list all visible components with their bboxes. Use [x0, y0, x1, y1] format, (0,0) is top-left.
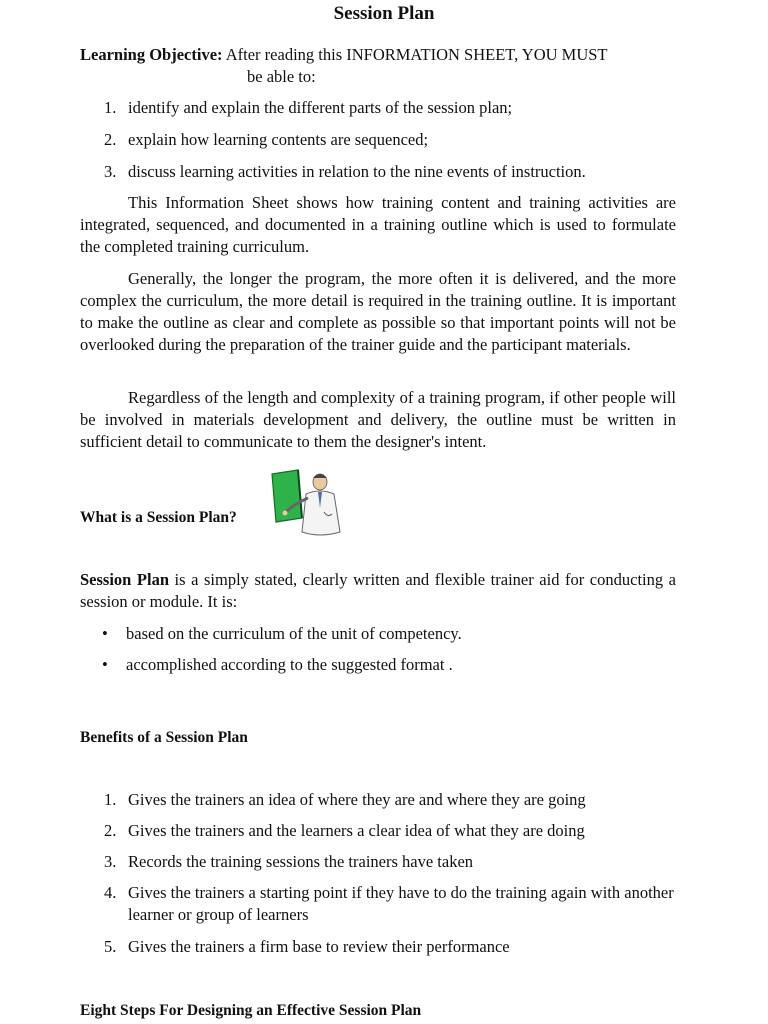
paragraph-1: This Information Sheet shows how training content and training activities are integrated, sequenced, and documented in a training outline which is used to formulate the completed training curriculum.	[80, 193, 676, 256]
list-number: 2.	[104, 130, 117, 149]
list-text: Gives the trainers a starting point if they have to do the training again with another learner or group of learners	[128, 883, 674, 924]
list-number: 2.	[104, 821, 117, 840]
list-item	[100, 623, 660, 654]
definition-term: Session Plan	[80, 570, 169, 589]
list-item	[104, 882, 684, 936]
bullet-icon: •	[102, 624, 108, 643]
paragraph-3: Regardless of the length and complexity of a training program, if other people will be involved in materials development and delivery, the outline must be written in sufficient detail to communicate to them the designer's intent.	[80, 388, 676, 451]
objective-text-line1: After reading this INFORMATION SHEET, YOU MUST	[225, 45, 608, 64]
list-number: 1.	[104, 98, 117, 117]
list-text: Gives the trainers a firm base to review their performance	[128, 937, 510, 956]
session-plan-definition	[80, 569, 676, 613]
benefits-list	[104, 789, 684, 967]
bullet-icon: •	[102, 655, 108, 674]
learning-objective	[80, 44, 680, 88]
list-item	[104, 97, 684, 129]
list-item	[104, 820, 684, 851]
what-is-heading: What is a Session Plan?	[80, 509, 237, 526]
trainer-at-board-icon	[268, 468, 348, 538]
objective-list	[104, 97, 684, 193]
list-item	[104, 936, 684, 967]
list-item	[104, 789, 684, 820]
list-number: 5.	[104, 937, 117, 956]
list-number: 4.	[104, 883, 117, 902]
list-text: identify and explain the different parts of the session plan;	[128, 98, 513, 117]
list-text: Records the training sessions the trainers have taken	[128, 852, 474, 871]
steps-heading: Eight Steps For Designing an Effective Session Plan	[80, 1002, 422, 1019]
definition-bullets	[100, 623, 660, 685]
list-text: Gives the trainers an idea of where they are and where they are going	[128, 790, 586, 809]
list-text: discuss learning activities in relation to the nine events of instruction.	[128, 162, 586, 181]
paragraph-2: Generally, the longer the program, the more often it is delivered, and the more complex the curriculum, the more detail is required in the training outline. It is important to make the outline as clear and complete as possible so that important points will not be overlooked during the preparation of the trainer guide and the participant materials.	[80, 269, 676, 354]
list-text: based on the curriculum of the unit of competency.	[126, 624, 462, 643]
list-text: Gives the trainers and the learners a clear idea of what they are doing	[128, 821, 585, 840]
list-number: 3.	[104, 852, 117, 871]
list-item	[104, 161, 684, 193]
list-number: 1.	[104, 790, 117, 809]
list-item	[104, 851, 684, 882]
objective-text-line2: be able to:	[247, 67, 316, 86]
page-title: Session Plan	[333, 3, 435, 24]
list-item	[104, 129, 684, 161]
list-text: explain how learning contents are sequenced;	[128, 130, 429, 149]
objective-label: Learning Objective:	[80, 45, 223, 64]
list-number: 3.	[104, 162, 117, 181]
list-text: accomplished according to the suggested format .	[126, 655, 453, 674]
list-item	[100, 654, 660, 685]
definition-text: is a simply stated, clearly written and flexible trainer aid for conducting a session or module. It is:	[80, 570, 676, 611]
benefits-heading: Benefits of a Session Plan	[80, 729, 248, 746]
